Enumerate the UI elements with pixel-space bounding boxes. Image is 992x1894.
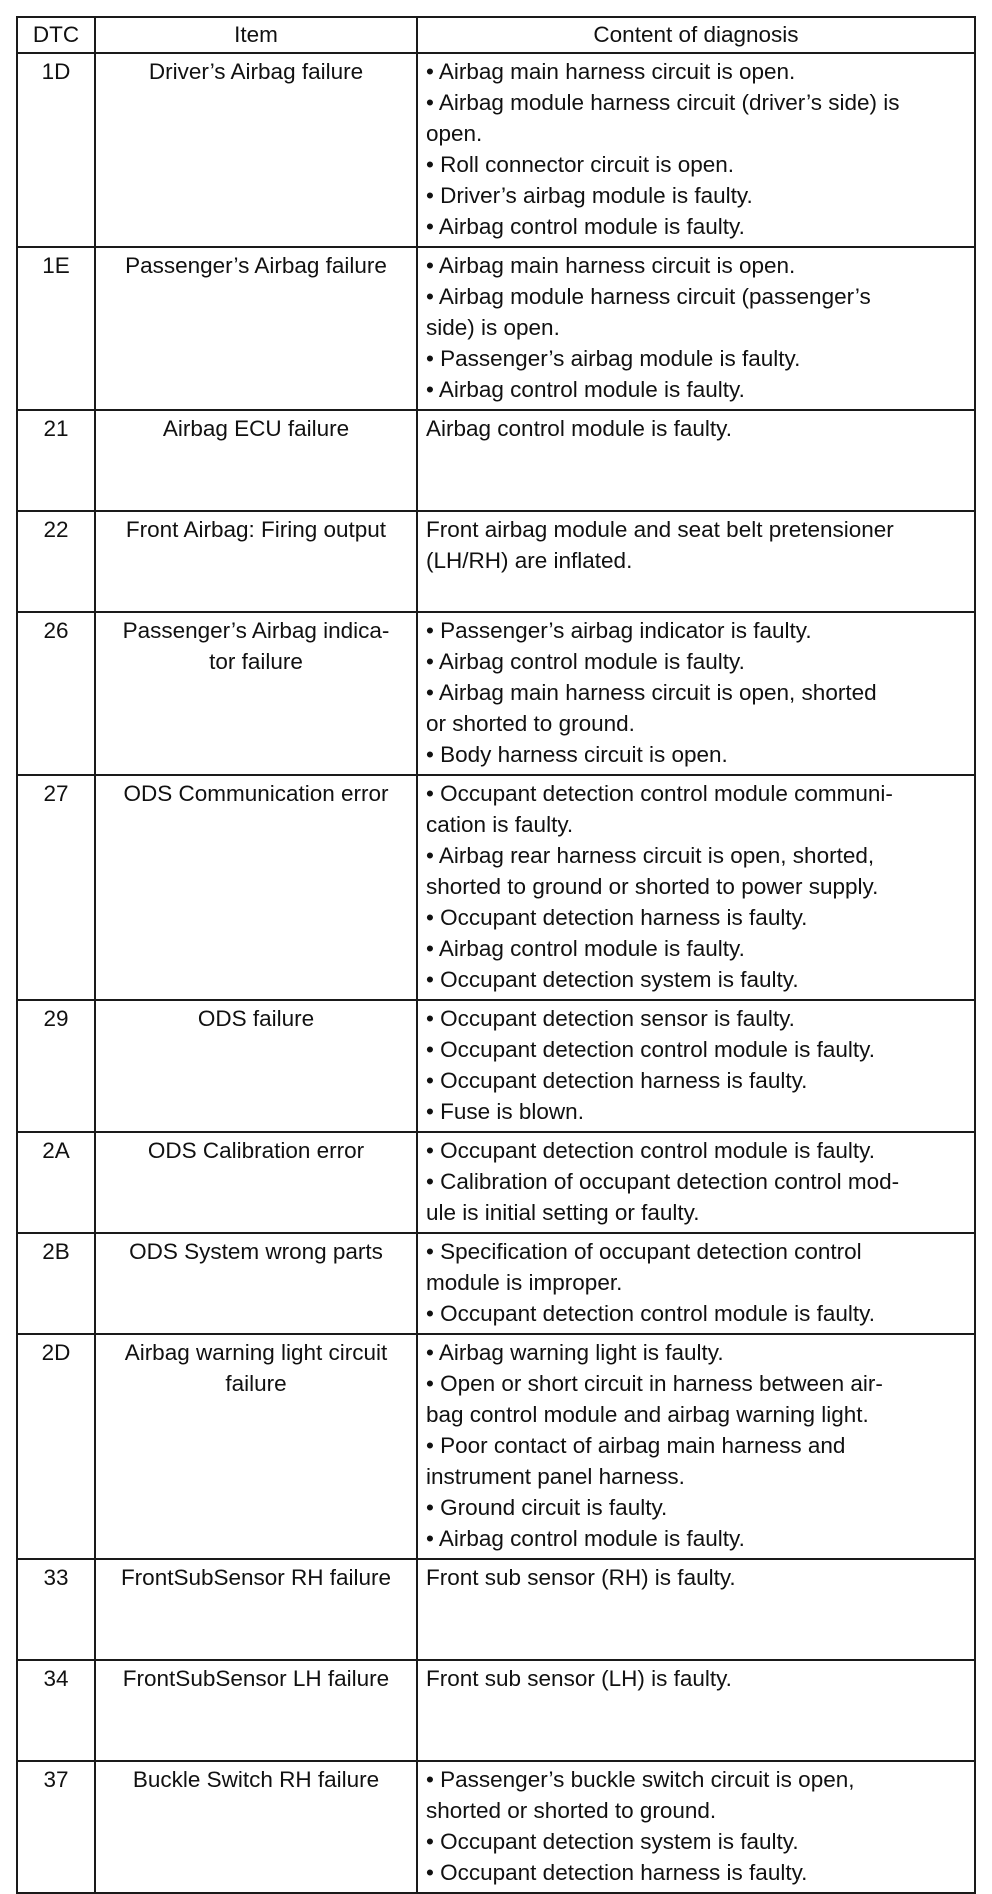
dtc-item xyxy=(95,53,417,247)
diagnosis-line: • Occupant detection sensor is faulty. xyxy=(426,1006,795,1031)
item-line: Passenger’s Airbag indica- xyxy=(122,618,390,643)
diagnosis-line: • Open or short circuit in harness between air- xyxy=(426,1371,883,1396)
diagnosis-line: • Occupant detection control module is faulty. xyxy=(426,1037,875,1062)
dtc-code: 1E xyxy=(17,247,95,410)
header-dtc: DTC xyxy=(17,17,95,53)
table-row xyxy=(17,410,975,511)
diagnosis-line: or shorted to ground. xyxy=(426,711,635,736)
diagnosis-line: shorted or shorted to ground. xyxy=(426,1798,717,1823)
diagnosis-line: • Passenger’s airbag indicator is faulty. xyxy=(426,618,812,643)
diagnosis-line: • Occupant detection system is faulty. xyxy=(426,1829,799,1854)
diagnosis-line: instrument panel harness. xyxy=(426,1464,685,1489)
item-line: ODS failure xyxy=(197,1006,315,1031)
dtc-item xyxy=(95,1334,417,1559)
diagnosis-line: • Airbag main harness circuit is open. xyxy=(426,59,796,84)
diagnosis-content xyxy=(417,1559,975,1660)
dtc-item xyxy=(95,1233,417,1334)
dtc-item xyxy=(95,775,417,1000)
diagnosis-content xyxy=(417,53,975,247)
diagnosis-line: Front sub sensor (RH) is faulty. xyxy=(426,1565,736,1590)
dtc-item xyxy=(95,247,417,410)
item-line: FrontSubSensor RH failure xyxy=(120,1565,392,1590)
table-body xyxy=(17,53,975,1893)
diagnosis-line: Front airbag module and seat belt pretensioner xyxy=(426,517,894,542)
diagnosis-line: Airbag control module is faulty. xyxy=(426,416,732,441)
diagnosis-line: • Occupant detection system is faulty. xyxy=(426,967,799,992)
diagnosis-line: • Airbag control module is faulty. xyxy=(426,214,745,239)
header-item: Item xyxy=(95,17,417,53)
diagnosis-line: • Roll connector circuit is open. xyxy=(426,152,735,177)
diagnosis-line: • Passenger’s buckle switch circuit is open, xyxy=(426,1767,855,1792)
diagnosis-line xyxy=(426,1593,966,1624)
dtc-code: 1D xyxy=(17,53,95,247)
table-row xyxy=(17,1559,975,1660)
dtc-code: 37 xyxy=(17,1761,95,1893)
diagnosis-content xyxy=(417,1000,975,1132)
table-row xyxy=(17,1334,975,1559)
diagnosis-content xyxy=(417,1660,975,1761)
dtc-item xyxy=(95,410,417,511)
item-line: Passenger’s Airbag failure xyxy=(125,253,387,278)
item-line: ODS Communication error xyxy=(123,781,389,806)
diagnosis-content xyxy=(417,1132,975,1233)
table-row xyxy=(17,775,975,1000)
diagnosis-line: • Airbag rear harness circuit is open, shorted, xyxy=(426,843,875,868)
diagnosis-line xyxy=(426,444,966,475)
table-row xyxy=(17,1660,975,1761)
diagnosis-line: • Airbag control module is faulty. xyxy=(426,936,745,961)
item-line: Front Airbag: Firing output xyxy=(125,517,387,542)
diagnosis-line xyxy=(426,576,966,607)
dtc-code: 27 xyxy=(17,775,95,1000)
dtc-item xyxy=(95,1660,417,1761)
dtc-code: 33 xyxy=(17,1559,95,1660)
diagnosis-line: • Airbag module harness circuit (driver’s side) is xyxy=(426,90,900,115)
table-row xyxy=(17,1233,975,1334)
dtc-table xyxy=(16,16,976,1894)
diagnosis-content xyxy=(417,1334,975,1559)
dtc-code: 2A xyxy=(17,1132,95,1233)
table-row xyxy=(17,511,975,612)
diagnosis-line: • Calibration of occupant detection control mod- xyxy=(426,1169,900,1194)
diagnosis-line: • Occupant detection control module communi- xyxy=(426,781,893,806)
diagnosis-line: cation is faulty. xyxy=(426,812,574,837)
table-row xyxy=(17,612,975,775)
diagnosis-line: Front sub sensor (LH) is faulty. xyxy=(426,1666,732,1691)
item-line: failure xyxy=(225,1371,287,1396)
diagnosis-line: • Ground circuit is faulty. xyxy=(426,1495,668,1520)
dtc-code: 34 xyxy=(17,1660,95,1761)
item-line: Airbag warning light circuit xyxy=(124,1340,388,1365)
header-content-of-diagnosis: Content of diagnosis xyxy=(417,17,975,53)
table-header-row xyxy=(17,17,975,53)
dtc-code: 2D xyxy=(17,1334,95,1559)
diagnosis-line xyxy=(426,1725,966,1756)
diagnosis-content xyxy=(417,410,975,511)
diagnosis-line: • Occupant detection control module is faulty. xyxy=(426,1301,875,1326)
item-line: Buckle Switch RH failure xyxy=(132,1767,380,1792)
diagnosis-line: • Driver’s airbag module is faulty. xyxy=(426,183,753,208)
diagnosis-line: • Airbag control module is faulty. xyxy=(426,1526,745,1551)
diagnosis-line xyxy=(426,1624,966,1655)
diagnosis-line: open. xyxy=(426,121,483,146)
table-row xyxy=(17,1000,975,1132)
diagnosis-line: • Occupant detection harness is faulty. xyxy=(426,905,808,930)
dtc-item xyxy=(95,511,417,612)
dtc-item xyxy=(95,1132,417,1233)
dtc-code: 26 xyxy=(17,612,95,775)
diagnosis-line: • Passenger’s airbag module is faulty. xyxy=(426,346,801,371)
diagnosis-line xyxy=(426,1694,966,1725)
dtc-item xyxy=(95,612,417,775)
item-line: ODS System wrong parts xyxy=(129,1239,383,1264)
table-row xyxy=(17,1761,975,1893)
diagnosis-content xyxy=(417,612,975,775)
item-line: Driver’s Airbag failure xyxy=(148,59,364,84)
diagnosis-line: • Airbag warning light is faulty. xyxy=(426,1340,724,1365)
diagnosis-content xyxy=(417,1233,975,1334)
diagnosis-line: • Airbag module harness circuit (passenger’s xyxy=(426,284,871,309)
table-row xyxy=(17,247,975,410)
dtc-item xyxy=(95,1000,417,1132)
diagnosis-line: • Specification of occupant detection control xyxy=(426,1239,862,1264)
diagnosis-line: • Airbag main harness circuit is open, shorted xyxy=(426,680,877,705)
dtc-code: 29 xyxy=(17,1000,95,1132)
diagnosis-content xyxy=(417,247,975,410)
item-line: Airbag ECU failure xyxy=(162,416,350,441)
item-line: ODS Calibration error xyxy=(147,1138,365,1163)
diagnosis-line: • Occupant detection harness is faulty. xyxy=(426,1068,808,1093)
table-row xyxy=(17,1132,975,1233)
diagnosis-line: bag control module and airbag warning light. xyxy=(426,1402,869,1427)
diagnosis-line: module is improper. xyxy=(426,1270,623,1295)
dtc-code: 2B xyxy=(17,1233,95,1334)
diagnosis-line: • Airbag control module is faulty. xyxy=(426,649,745,674)
diagnosis-content xyxy=(417,511,975,612)
diagnosis-content xyxy=(417,1761,975,1893)
diagnosis-line: • Airbag control module is faulty. xyxy=(426,377,745,402)
diagnosis-line: side) is open. xyxy=(426,315,560,340)
table-row xyxy=(17,53,975,247)
diagnosis-line: (LH/RH) are inflated. xyxy=(426,548,633,573)
dtc-item xyxy=(95,1559,417,1660)
item-line: FrontSubSensor LH failure xyxy=(122,1666,390,1691)
diagnosis-content xyxy=(417,775,975,1000)
diagnosis-line: • Occupant detection harness is faulty. xyxy=(426,1860,808,1885)
dtc-code: 22 xyxy=(17,511,95,612)
diagnosis-line xyxy=(426,475,966,506)
diagnosis-line: shorted to ground or shorted to power supply. xyxy=(426,874,879,899)
diagnosis-line: • Body harness circuit is open. xyxy=(426,742,728,767)
item-line: tor failure xyxy=(209,649,303,674)
diagnosis-line: • Airbag main harness circuit is open. xyxy=(426,253,796,278)
dtc-item xyxy=(95,1761,417,1893)
diagnosis-line: • Poor contact of airbag main harness and xyxy=(426,1433,846,1458)
dtc-table-container xyxy=(16,16,974,1894)
diagnosis-line: ule is initial setting or faulty. xyxy=(426,1200,700,1225)
dtc-code: 21 xyxy=(17,410,95,511)
diagnosis-line: • Occupant detection control module is faulty. xyxy=(426,1138,875,1163)
diagnosis-line: • Fuse is blown. xyxy=(426,1099,584,1124)
